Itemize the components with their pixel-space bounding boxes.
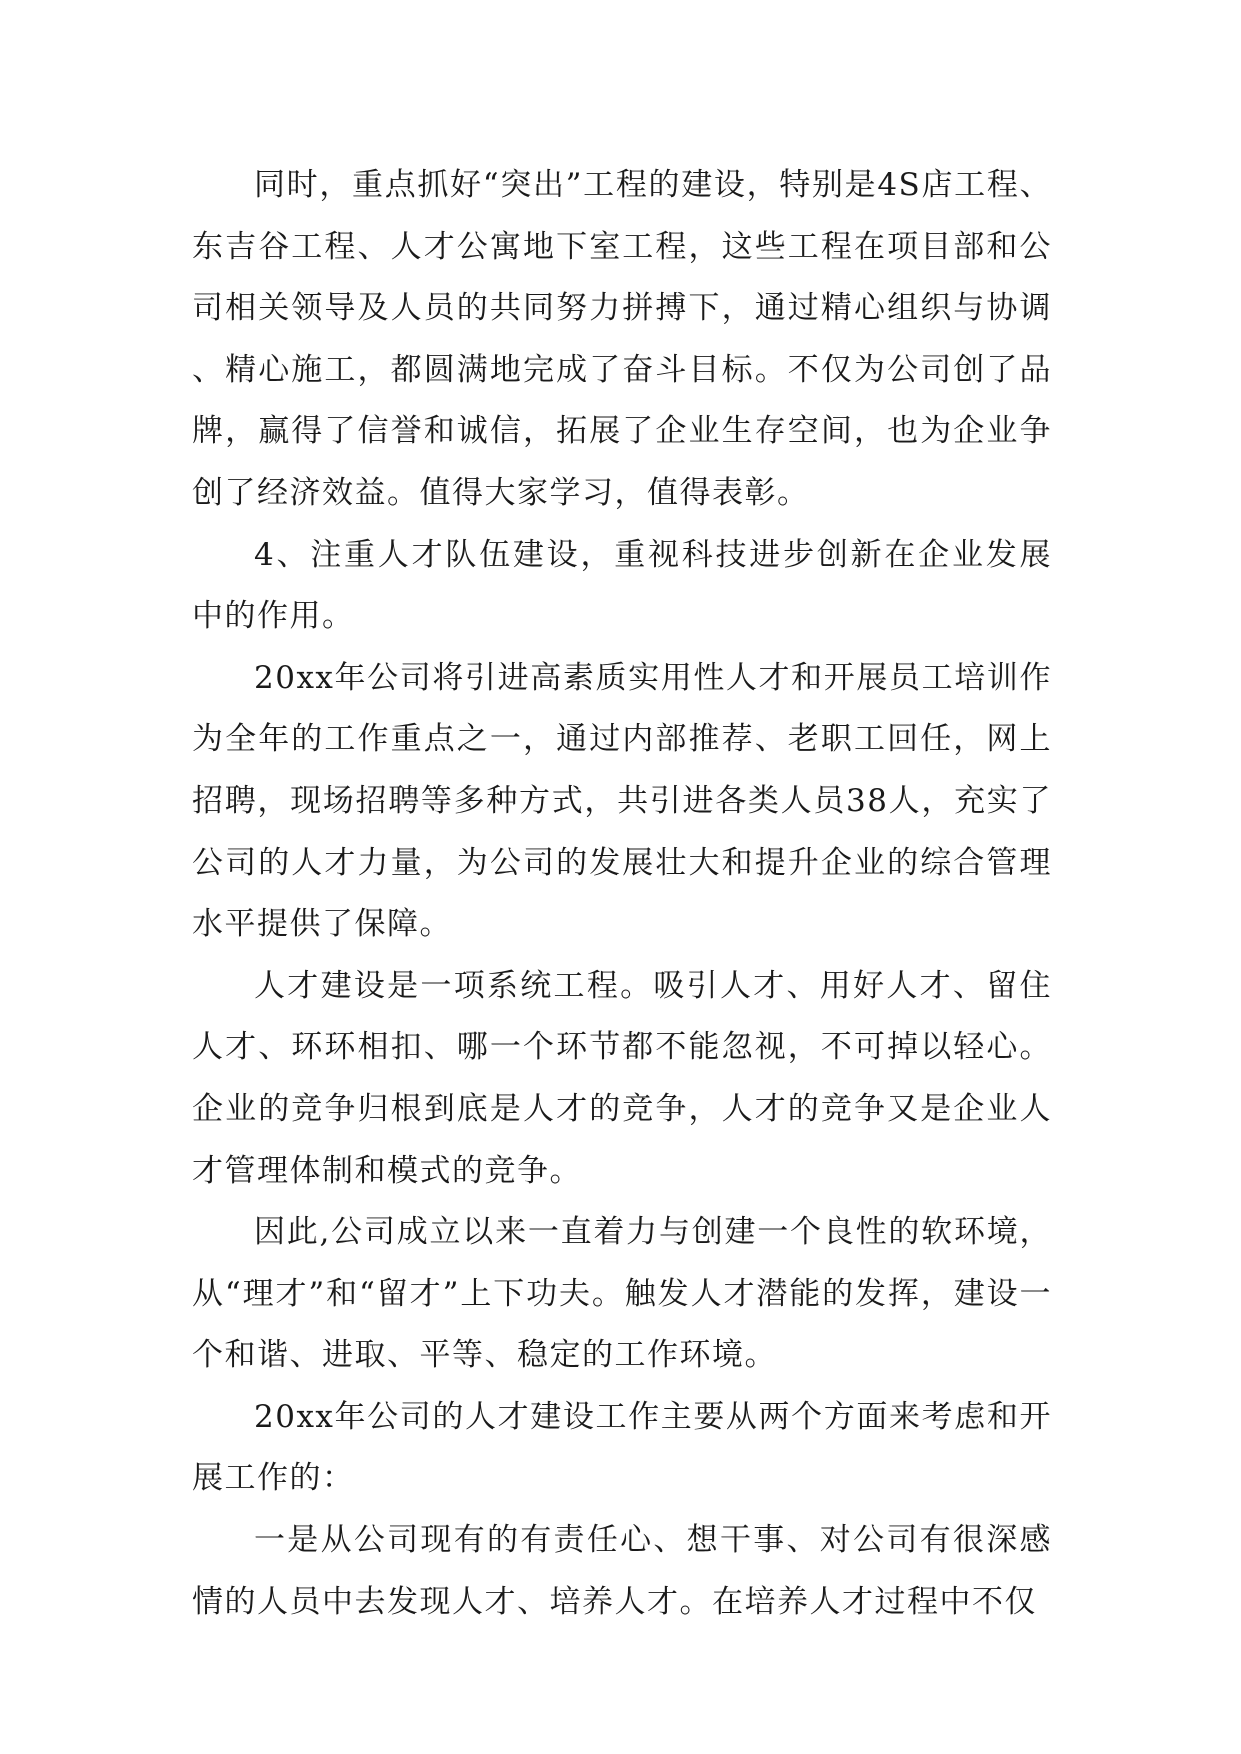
- paragraph-two-aspects: 20xx年公司的人才建设工作主要从两个方面来考虑和开展工作的：: [192, 1398, 1052, 1497]
- paragraph-section-4-heading: 4、注重人才队伍建设，重视科技进步创新在企业发展中的作用。: [192, 536, 1052, 635]
- paragraph-project-achievements: 同时，重点抓好“突出”工程的建设，特别是4S店工程、东吉谷工程、人才公寓地下室工程，这些工程在项目部和公司相关领导及人员的共同努力拼搏下，通过精心组织与协调、精心施工，都圆满地完成了奋斗目标。不仅为公司创了品牌，赢得了信誉和诚信，拓展了企业生存空间，也为企业争创了经济效益。值得大家学习，值得表彰。: [192, 167, 1052, 511]
- paragraph-talent-system: 人才建设是一项系统工程。吸引人才、用好人才、留住人才、环环相扣、哪一个环节都不能忽视，不可掉以轻心。企业的竞争归根到底是人才的竞争，人才的竞争又是企业人才管理体制和模式的竞争。: [192, 967, 1052, 1189]
- document-body: [192, 155, 1052, 1633]
- paragraph-aspect-one: 一是从公司现有的有责任心、想干事、对公司有很深感情的人员中去发现人才、培养人才。在培养人才过程中不仅: [192, 1522, 1052, 1620]
- paragraph-soft-environment: 因此,公司成立以来一直着力与创建一个良性的软环境，从“理才”和“留才”上下功夫。触发人才潜能的发挥，建设一个和谐、进取、平等、稳定的工作环境。: [192, 1214, 1052, 1374]
- paragraph-talent-recruitment: 20xx年公司将引进高素质实用性人才和开展员工培训作为全年的工作重点之一，通过内部推荐、老职工回任，网上招聘，现场招聘等多种方式，共引进各类人员38人，充实了公司的人才力量，为公司的发展壮大和提升企业的综合管理水平提供了保障。: [192, 659, 1052, 943]
